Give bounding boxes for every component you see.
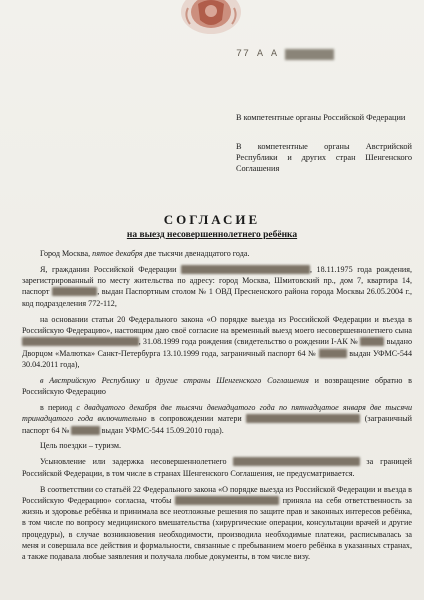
document-subtitle: на выезд несовершеннолетнего ребёнка (126, 230, 298, 240)
paragraph-consent-basis: на основании статьи 20 Федерального закона «О порядке выезда из Российской Федерации и въезда в Российскую Федерацию», настоящим даю своё согласие на временный выезд моего несовершеннолетнего сына , 31.08.1999 года рождения (свидетельство о рождении I-АК № выдано Дворцом «Малютка» Санкт-Петербурга 13.10.1999 года, заграничный паспорт 64 № выдан УФМС-544 30.04.2011 года), (22, 314, 412, 369)
addressee-russia: В компетентные органы Российской Федерации (236, 113, 406, 122)
paragraph-place-date: Город Москва, пятое декабря две тысячи двенадцатого года. (40, 249, 250, 258)
paragraph-responsibility: В соответствии со статьёй 22 Федерального закона «О порядке выезда из Российской Федерации и въезда в Российскую Федерацию» согласна, чтобы приняла на себя ответственность за жизнь и здоровье ребёнка и принимала все неотложные решения по защите прав и законных интересов ребёнка, в том числе по вопросу медицинского вмешательства (хирургические операции, консультации врачей и другие процедуры), в случае возникновения необходимости, производила необходимые платежи, расписывалась за меня и совершала все действия и формальности, связанные с пребыванием моего ребёнка в указанных странах, а также подавала любые заявления и получала любые документы, в том числе визу. (22, 484, 412, 562)
redacted-mother-name-2 (175, 496, 279, 505)
redacted-certificate (360, 337, 384, 346)
coat-of-arms-emblem (176, 0, 246, 38)
redacted-child-passport (319, 349, 347, 358)
redacted-passport (52, 287, 97, 296)
document-title: СОГЛАСИЕ (163, 212, 261, 227)
redacted-child-name-2 (233, 457, 359, 466)
redacted-name (181, 265, 310, 274)
serial-series: 77 А А (236, 49, 279, 60)
redacted-child-name (22, 337, 139, 346)
addressee-austria-schengen: В компетентные органы Австрийской Республики и других стран Шенгенского Соглашения (236, 142, 412, 173)
form-serial-number (236, 49, 334, 60)
redacted-mother-passport (71, 426, 99, 435)
serial-number-redacted (285, 49, 334, 60)
redacted-mother-name (246, 414, 360, 423)
paragraph-period: в период с двадцатого декабря две тысячи двенадцатого года по пятнадцатое января две тысячи тринадцатого года включительно в сопровождении матери (заграничный паспорт 64 № выдан УФМС-544 15.09.2010 года). (22, 402, 412, 435)
paragraph-destination: в Австрийскую Республику и другие страны Шенгенского Соглашения и возвращение обратно в Российскую Федерацию (22, 375, 412, 397)
paragraph-no-adoption: Усыновление или задержка несовершеннолетнего за границей Российской Федерации, в том числе в странах Шенгенского Соглашения, не предусматривается. (22, 457, 413, 478)
paragraph-declarant: Я, гражданин Российской Федерации , 18.11.1975 года рождения, зарегистрированный по месту жительства по адресу: город Москва, Шмитовский пр., дом 7, квартира 14, паспорт , выдан Паспортным столом № 1 ОВД Пресненского района города Москвы 26.05.2004 г., код подразделения 772-112, (22, 264, 413, 308)
paragraph-purpose: Цель поездки – туризм. (40, 441, 121, 451)
document-body (22, 248, 412, 567)
